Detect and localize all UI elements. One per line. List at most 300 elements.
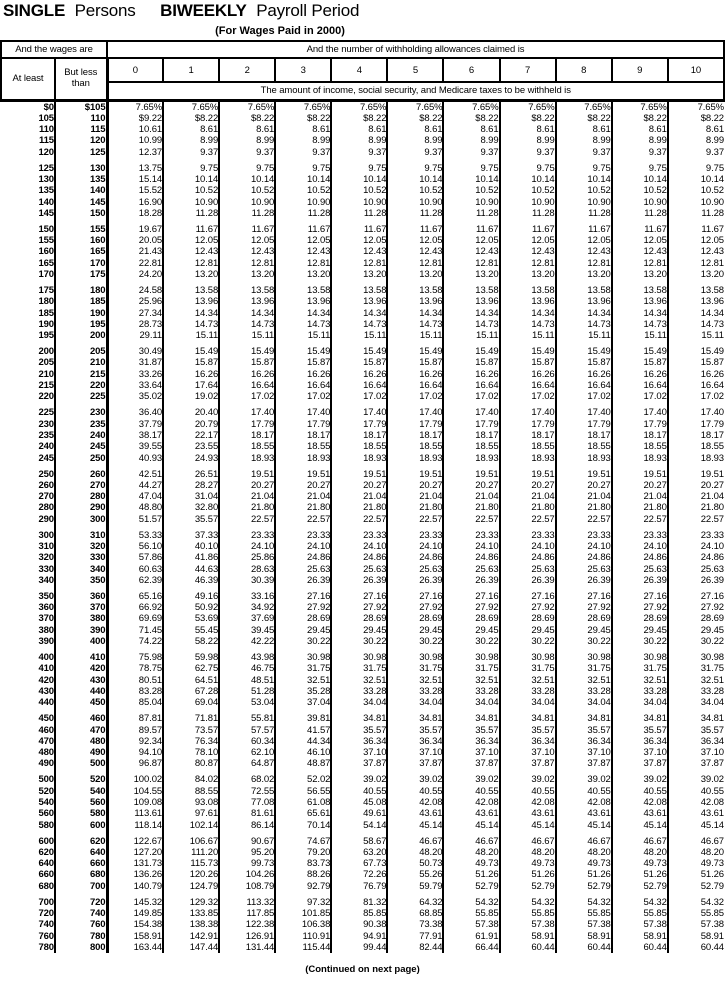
tax-value: 74.22 [107, 636, 163, 647]
tax-value: 126.91 [219, 931, 275, 942]
tax-value: 99.44 [331, 942, 387, 953]
tax-value: 14.73 [331, 319, 387, 330]
tax-value: 10.14 [331, 174, 387, 185]
tax-value: 18.93 [331, 453, 387, 464]
tax-value: 42.08 [700, 796, 724, 808]
tax-value: 12.05 [700, 235, 724, 247]
tax-value: 15.11 [556, 330, 612, 341]
tax-value: 49.61 [331, 808, 387, 819]
tax-value: 11.67 [219, 224, 275, 235]
wage-but-less-than: 520 [55, 774, 107, 785]
tax-value: 44.27 [107, 480, 163, 491]
tax-value: 27.92 [700, 602, 724, 614]
tax-value: 13.96 [500, 296, 556, 307]
wage-but-less-than: 540 [55, 786, 107, 797]
wage-at-least: 280 [1, 502, 55, 513]
tax-value: 48.51 [219, 675, 275, 686]
wage-at-least: 490 [1, 758, 55, 769]
tax-value: 7.65% [387, 100, 443, 113]
tax-value: 78.10 [163, 747, 219, 758]
tax-value: 136.26 [107, 869, 163, 880]
wage-at-least: 230 [1, 419, 55, 430]
tax-value: 18.17 [331, 430, 387, 441]
tax-value: 96.87 [107, 758, 163, 769]
tax-value: 15.11 [219, 330, 275, 341]
tax-value: 25.63 [443, 564, 499, 575]
tax-value: 20.05 [107, 235, 163, 246]
tax-value: 7.65% [443, 100, 499, 113]
wage-at-least: 155 [1, 235, 55, 246]
tax-value: 133.85 [163, 908, 219, 919]
table-row [1, 613, 724, 624]
tax-value: 13.96 [163, 296, 219, 307]
tax-value: 18.93 [219, 453, 275, 464]
table-row [1, 430, 724, 441]
table-row [1, 675, 724, 686]
tax-value: 145.32 [107, 897, 163, 908]
tax-value: 24.10 [219, 541, 275, 552]
tax-value: 24.20 [107, 269, 163, 280]
tax-value: 34.81 [331, 713, 387, 724]
wage-at-least: 150 [1, 224, 55, 235]
tax-value: 16.26 [500, 369, 556, 380]
tax-value: 12.43 [556, 246, 612, 257]
tax-value: 30.22 [443, 636, 499, 647]
tax-value: 7.65% [500, 100, 556, 113]
tax-value: 37.10 [556, 747, 612, 758]
tax-value: 102.14 [163, 820, 219, 831]
table-row [1, 786, 724, 797]
wage-but-less-than: 440 [55, 686, 107, 697]
tax-value: 22.57 [500, 514, 556, 525]
tax-value: 30.22 [387, 636, 443, 647]
wage-but-less-than: 130 [55, 163, 107, 174]
tax-value: 17.79 [331, 419, 387, 430]
tax-value: 22.57 [275, 514, 331, 525]
tax-value: 18.93 [612, 453, 668, 464]
table-row [1, 419, 724, 430]
tax-value: 17.40 [331, 407, 387, 418]
wage-at-least: 260 [1, 480, 55, 491]
tax-value: 32.51 [331, 675, 387, 686]
tax-value: 16.26 [219, 369, 275, 380]
table-row [1, 135, 724, 146]
tax-value: 21.80 [443, 502, 499, 513]
tax-value: 12.81 [219, 258, 275, 269]
tax-value: 15.87 [275, 357, 331, 368]
tax-value: 77.08 [219, 797, 275, 808]
tax-value: 49.73 [556, 858, 612, 869]
tax-value: 16.90 [107, 197, 163, 208]
wage-but-less-than: 760 [55, 919, 107, 930]
tax-value: 10.90 [556, 197, 612, 208]
tax-value: 27.92 [387, 602, 443, 613]
wage-at-least: 240 [1, 441, 55, 452]
wage-at-least: 205 [1, 357, 55, 368]
tax-value: 15.11 [612, 330, 668, 341]
tax-value: 20.27 [443, 480, 499, 491]
wage-but-less-than: 250 [55, 453, 107, 464]
tax-value: 14.34 [612, 308, 668, 319]
tax-value: 64.51 [163, 675, 219, 686]
tax-value: 39.45 [219, 625, 275, 636]
wage-at-least: 145 [1, 208, 55, 219]
tax-value: 20.27 [219, 480, 275, 491]
tax-value: 41.86 [163, 552, 219, 563]
tax-value: 149.85 [107, 908, 163, 919]
tax-value: 10.52 [331, 185, 387, 196]
tax-value: 36.34 [500, 736, 556, 747]
tax-value: 12.81 [700, 257, 724, 269]
table-row [1, 469, 724, 480]
tax-value: 15.87 [163, 357, 219, 368]
tax-value: $8.22 [500, 113, 556, 124]
tax-value: 7.65% [163, 100, 219, 113]
tax-value: 15.87 [443, 357, 499, 368]
tax-value: 37.87 [700, 758, 724, 770]
tax-value: 30.22 [556, 636, 612, 647]
tax-value: 101.85 [275, 908, 331, 919]
wage-but-less-than: 410 [55, 652, 107, 663]
wage-at-least: 360 [1, 602, 55, 613]
tax-value: 33.28 [500, 686, 556, 697]
tax-value: 23.33 [612, 530, 668, 541]
tax-value: 28.69 [500, 613, 556, 624]
wage-but-less-than: 175 [55, 269, 107, 280]
tax-value: 26.39 [443, 575, 499, 586]
tax-value: 39.02 [387, 774, 443, 785]
tax-value: 27.92 [331, 602, 387, 613]
tax-value: 18.93 [275, 453, 331, 464]
tax-value: 51.28 [219, 686, 275, 697]
tax-value: 16.64 [612, 380, 668, 391]
tax-value: 13.58 [443, 285, 499, 296]
tax-value: 35.57 [700, 724, 724, 736]
tax-value: 39.02 [331, 774, 387, 785]
wage-at-least: 220 [1, 391, 55, 402]
tax-value: 32.51 [700, 674, 724, 686]
tax-value: 11.67 [701, 223, 724, 235]
tax-value: 65.16 [107, 591, 163, 602]
tax-value: 17.79 [443, 419, 499, 430]
tax-value: 16.26 [387, 369, 443, 380]
tax-value: 10.61 [107, 124, 163, 135]
tax-value: 18.55 [700, 441, 724, 453]
table-row [1, 208, 724, 219]
tax-value: 7.65% [331, 100, 387, 113]
tax-value: 50.73 [387, 858, 443, 869]
tax-value: 36.34 [331, 736, 387, 747]
tax-value: 49.73 [500, 858, 556, 869]
tax-value: 37.10 [331, 747, 387, 758]
wage-but-less-than: 135 [55, 174, 107, 185]
tax-value: 21.04 [500, 491, 556, 502]
tax-value: 73.57 [163, 725, 219, 736]
tax-value: 52.02 [275, 774, 331, 785]
tax-value: 11.28 [219, 208, 275, 219]
tax-value: 15.14 [107, 174, 163, 185]
tax-value: 34.04 [387, 697, 443, 708]
tax-value: 115.44 [275, 942, 331, 953]
wage-at-least: 520 [1, 786, 55, 797]
table-row [1, 185, 724, 196]
tax-value: 17.02 [500, 391, 556, 402]
tax-value: 39.02 [612, 774, 668, 785]
page-title [3, 1, 359, 21]
tax-value: 34.81 [387, 713, 443, 724]
tax-value: 11.28 [163, 208, 219, 219]
tax-value: 27.16 [556, 591, 612, 602]
tax-value: 40.55 [331, 786, 387, 797]
tax-value: 48.20 [387, 847, 443, 858]
tax-value: 33.28 [387, 686, 443, 697]
allowance-col-10: 10 [668, 58, 724, 82]
wage-at-least: 290 [1, 514, 55, 525]
tax-value: 32.51 [387, 675, 443, 686]
tax-value: 13.96 [219, 296, 275, 307]
tax-value: 10.52 [443, 185, 499, 196]
tax-value: 27.92 [443, 602, 499, 613]
tax-value: 21.04 [387, 491, 443, 502]
tax-value: 117.85 [219, 908, 275, 919]
tax-value: 45.14 [556, 820, 612, 831]
tax-value: 19.51 [500, 469, 556, 480]
tax-value: 106.38 [275, 919, 331, 930]
tax-value: 19.51 [556, 469, 612, 480]
tax-value: 19.51 [443, 469, 499, 480]
tax-value: 28.69 [556, 613, 612, 624]
wage-but-less-than: 140 [55, 185, 107, 196]
tax-value: 34.04 [556, 697, 612, 708]
tax-value: 14.34 [163, 308, 219, 319]
tax-value: 26.39 [556, 575, 612, 586]
tax-value: 15.11 [701, 330, 724, 342]
tax-value: 21.04 [556, 491, 612, 502]
tax-value: 10.90 [387, 197, 443, 208]
tax-value: 14.73 [443, 319, 499, 330]
tax-value: 16.64 [500, 380, 556, 391]
tax-value: 13.20 [700, 269, 724, 281]
allowance-col-2: 2 [219, 58, 275, 82]
tax-value: 8.99 [500, 135, 556, 146]
tax-value: 16.64 [275, 380, 331, 391]
wage-but-less-than: 430 [55, 675, 107, 686]
tax-value: 12.43 [700, 246, 724, 258]
tax-value: 53.33 [107, 530, 163, 541]
tax-value: 142.91 [163, 931, 219, 942]
wage-but-less-than: 200 [55, 330, 107, 341]
wage-at-least: 440 [1, 697, 55, 708]
tax-value: 42.08 [500, 797, 556, 808]
tax-value: 17.79 [612, 419, 668, 430]
tax-value: 41.57 [275, 725, 331, 736]
tax-value: 28.27 [163, 480, 219, 491]
tax-value: 9.37 [443, 147, 499, 158]
table-row [1, 919, 724, 930]
tax-value: 7.65% [107, 100, 163, 113]
tax-value: $8.22 [219, 113, 275, 124]
table-row [1, 541, 724, 552]
tax-value: 24.86 [275, 552, 331, 563]
tax-value: 43.61 [387, 808, 443, 819]
tax-value: 10.14 [387, 174, 443, 185]
tax-value: 13.75 [107, 163, 163, 174]
tax-value: 34.81 [700, 713, 724, 725]
tax-value: 24.58 [107, 285, 163, 296]
tax-value: 53.04 [219, 697, 275, 708]
tax-value: 17.02 [219, 391, 275, 402]
tax-value: 14.34 [219, 308, 275, 319]
table-row [1, 258, 724, 269]
tax-value: $8.22 [331, 113, 387, 124]
tax-value: 18.55 [443, 441, 499, 452]
tax-value: 92.34 [107, 736, 163, 747]
tax-value: 42.08 [556, 797, 612, 808]
tax-value: 10.52 [387, 185, 443, 196]
tax-value: 9.75 [556, 163, 612, 174]
tax-value: 14.73 [612, 319, 668, 330]
table-row [1, 808, 724, 819]
tax-value: 8.99 [387, 135, 443, 146]
tax-value: 43.61 [612, 808, 668, 819]
tax-value: 8.99 [705, 135, 724, 147]
wage-at-least: 320 [1, 552, 55, 563]
tax-value: 18.55 [219, 441, 275, 452]
tax-value: 9.37 [387, 147, 443, 158]
wage-at-least: 420 [1, 675, 55, 686]
tax-value: 13.20 [163, 269, 219, 280]
table-row [1, 407, 724, 418]
tax-value: 85.85 [331, 908, 387, 919]
wage-but-less-than: 240 [55, 430, 107, 441]
tax-value: 55.81 [219, 713, 275, 724]
tax-value: 21.80 [556, 502, 612, 513]
tax-value: 54.32 [500, 897, 556, 908]
tax-value: 39.02 [443, 774, 499, 785]
tax-value: 11.28 [500, 208, 556, 219]
tax-value: 28.69 [700, 613, 724, 625]
table-row [1, 357, 724, 368]
tax-value: 13.20 [219, 269, 275, 280]
tax-value: 13.58 [331, 285, 387, 296]
tax-value: 29.11 [107, 330, 163, 341]
title-payroll-period: Payroll Period [256, 1, 360, 20]
tax-value: 26.39 [700, 574, 724, 586]
tax-value: 21.80 [500, 502, 556, 513]
tax-value: 34.04 [612, 697, 668, 708]
continued-note: (Continued on next page) [305, 964, 420, 975]
tax-value: 93.08 [163, 797, 219, 808]
tax-value: 27.92 [556, 602, 612, 613]
tax-value: 34.81 [500, 713, 556, 724]
tax-value: 22.57 [331, 514, 387, 525]
table-row [1, 713, 724, 724]
tax-value: 17.79 [275, 419, 331, 430]
subtitle-wages-paid-2000: (For Wages Paid in 2000) [215, 25, 345, 37]
tax-value: 18.93 [443, 453, 499, 464]
tax-value: 60.44 [500, 942, 556, 953]
tax-value: 29.45 [387, 625, 443, 636]
tax-value: 8.99 [612, 135, 668, 146]
tax-value: 17.79 [219, 419, 275, 430]
tax-value: 24.93 [163, 453, 219, 464]
table-row [1, 847, 724, 858]
tax-value: 81.61 [219, 808, 275, 819]
tax-value: 78.75 [107, 663, 163, 674]
tax-value: 55.85 [443, 908, 499, 919]
tax-value: 12.05 [331, 235, 387, 246]
tax-value: 18.55 [612, 441, 668, 452]
tax-value: 69.69 [107, 613, 163, 624]
tax-value: 14.73 [500, 319, 556, 330]
tax-value: 97.61 [163, 808, 219, 819]
wage-at-least: 780 [1, 942, 55, 953]
tax-value: 27.16 [500, 591, 556, 602]
wage-at-least: 310 [1, 541, 55, 552]
tax-value: 17.40 [219, 407, 275, 418]
tax-value: 12.05 [612, 235, 668, 246]
allowance-col-6: 6 [443, 58, 499, 82]
tax-value: 34.04 [700, 697, 724, 709]
wage-but-less-than: 340 [55, 564, 107, 575]
wage-but-less-than: 205 [55, 346, 107, 357]
tax-value: 43.61 [700, 808, 724, 820]
table-row [1, 663, 724, 674]
tax-value: 28.69 [443, 613, 499, 624]
tax-value: 13.20 [331, 269, 387, 280]
table-row [1, 330, 724, 341]
tax-value: 10.90 [443, 197, 499, 208]
tax-value: 45.14 [443, 820, 499, 831]
tax-value: 8.61 [275, 124, 331, 135]
wage-at-least: 140 [1, 197, 55, 208]
wage-but-less-than: 190 [55, 308, 107, 319]
tax-value: 72.26 [331, 869, 387, 880]
tax-value: 88.55 [163, 786, 219, 797]
tax-value: 21.80 [700, 502, 724, 514]
tax-value: 10.14 [556, 174, 612, 185]
tax-value: 21.80 [219, 502, 275, 513]
tax-value: $8.22 [387, 113, 443, 124]
wage-at-least: $0 [1, 100, 55, 113]
tax-value: 36.34 [612, 736, 668, 747]
tax-value: 37.87 [500, 758, 556, 769]
table-row [1, 369, 724, 380]
tax-value: 37.10 [443, 747, 499, 758]
tax-value: 60.44 [612, 942, 668, 953]
tax-value: 30.22 [275, 636, 331, 647]
tax-value: 51.26 [700, 869, 724, 881]
table-row [1, 319, 724, 330]
tax-value: 17.79 [700, 418, 724, 430]
tax-value: 24.10 [700, 541, 724, 552]
tax-value: 99.73 [219, 858, 275, 869]
wage-at-least: 560 [1, 808, 55, 819]
tax-value: 15.87 [219, 357, 275, 368]
tax-value: 12.05 [275, 235, 331, 246]
allowance-col-3: 3 [275, 58, 331, 82]
table-row [1, 235, 724, 246]
tax-value: 15.87 [500, 357, 556, 368]
wage-but-less-than: 460 [55, 713, 107, 724]
table-row [1, 453, 724, 464]
tax-value: 34.81 [612, 713, 668, 724]
tax-value: 18.93 [700, 452, 724, 464]
tax-value: 8.99 [275, 135, 331, 146]
tax-value: 34.04 [331, 697, 387, 708]
tax-value: 118.14 [107, 820, 163, 831]
tax-value: 27.92 [275, 602, 331, 613]
